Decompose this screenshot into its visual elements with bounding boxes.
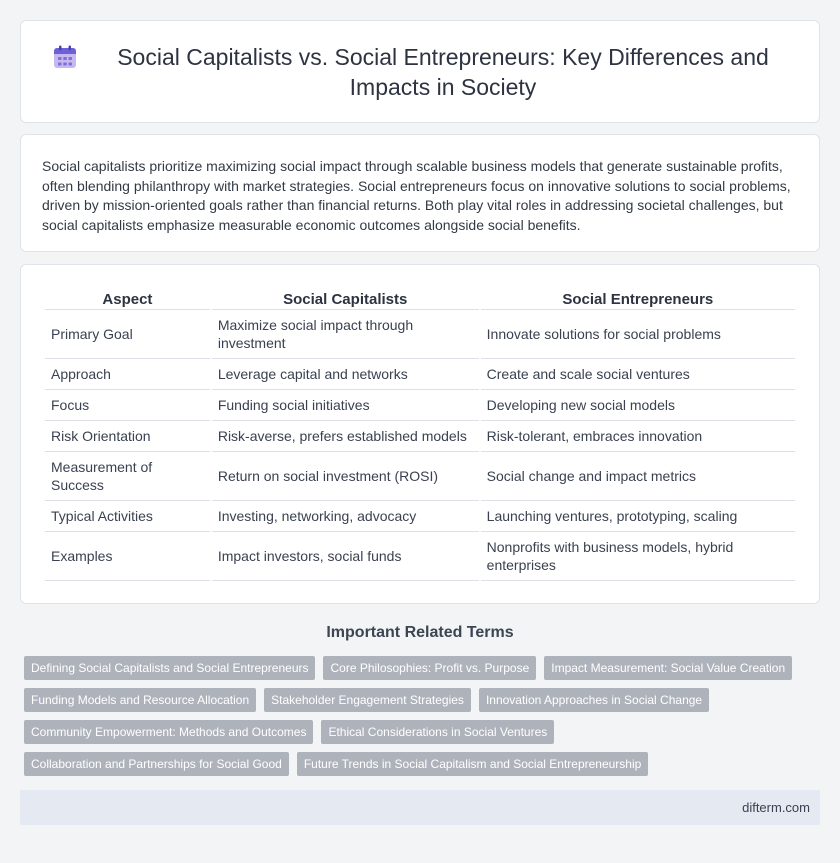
table-row	[45, 532, 795, 581]
table-row	[45, 452, 795, 501]
cell-entrepreneurs: Launching ventures, prototyping, scaling	[481, 501, 795, 532]
related-term-tag[interactable]: Future Trends in Social Capitalism and Social Entrepreneurship	[297, 752, 649, 776]
cell-entrepreneurs: Innovate solutions for social problems	[481, 310, 795, 359]
cell-aspect: Primary Goal	[45, 310, 210, 359]
cell-capitalists: Investing, networking, advocacy	[212, 501, 479, 532]
cell-aspect: Focus	[45, 390, 210, 421]
title-row	[52, 42, 788, 102]
footer	[20, 790, 820, 825]
header-social-entrepreneurs: Social Entrepreneurs	[481, 287, 795, 310]
cell-aspect: Examples	[45, 532, 210, 581]
related-term-tag[interactable]: Innovation Approaches in Social Change	[479, 688, 709, 712]
cell-aspect: Risk Orientation	[45, 421, 210, 452]
header-social-capitalists: Social Capitalists	[212, 287, 479, 310]
cell-capitalists: Risk-averse, prefers established models	[212, 421, 479, 452]
cell-capitalists: Impact investors, social funds	[212, 532, 479, 581]
cell-entrepreneurs: Create and scale social ventures	[481, 359, 795, 390]
header-aspect: Aspect	[45, 287, 210, 310]
related-term-tag[interactable]: Defining Social Capitalists and Social Entrepreneurs	[24, 656, 315, 680]
related-terms-list	[20, 656, 820, 784]
intro-card	[20, 134, 820, 252]
table-row	[45, 421, 795, 452]
intro-paragraph: Social capitalists prioritize maximizing social impact through scalable business models that generate sustainable profits, often blending philanthropy with market strategies. Social entrepreneurs focus on innovative solutions to social problems, driven by mission-oriented goals rather than financial returns. Both play vital roles in addressing societal challenges, but social capitalists emphasize measurable economic outcomes alongside social benefits.	[42, 158, 791, 233]
table-row	[45, 359, 795, 390]
cell-entrepreneurs: Nonprofits with business models, hybrid enterprises	[481, 532, 795, 581]
cell-capitalists: Maximize social impact through investment	[212, 310, 479, 359]
related-term-tag[interactable]: Funding Models and Resource Allocation	[24, 688, 256, 712]
table-row	[45, 390, 795, 421]
related-term-tag[interactable]: Community Empowerment: Methods and Outcomes	[24, 720, 313, 744]
table-row	[45, 310, 795, 359]
page-title: Social Capitalists vs. Social Entrepreneurs: Key Differences and Impacts in Society	[117, 43, 769, 100]
related-term-tag[interactable]: Impact Measurement: Social Value Creation	[544, 656, 792, 680]
related-terms-title: Important Related Terms	[326, 624, 514, 641]
cell-capitalists: Return on social investment (ROSI)	[212, 452, 479, 501]
related-term-tag[interactable]: Ethical Considerations in Social Ventures	[321, 720, 554, 744]
table-header-row	[45, 287, 795, 310]
table-row	[45, 501, 795, 532]
footer-site-name: difterm.com	[742, 800, 810, 815]
related-term-tag[interactable]: Collaboration and Partnerships for Social Good	[24, 752, 289, 776]
cell-aspect: Typical Activities	[45, 501, 210, 532]
related-term-tag[interactable]: Stakeholder Engagement Strategies	[264, 688, 471, 712]
cell-aspect: Measurement of Success	[45, 452, 210, 501]
cell-capitalists: Leverage capital and networks	[212, 359, 479, 390]
related-term-tag[interactable]: Core Philosophies: Profit vs. Purpose	[323, 656, 536, 680]
cell-aspect: Approach	[45, 359, 210, 390]
cell-entrepreneurs: Developing new social models	[481, 390, 795, 421]
comparison-table	[43, 287, 797, 581]
title-card	[20, 20, 820, 123]
cell-entrepreneurs: Risk-tolerant, embraces innovation	[481, 421, 795, 452]
cell-entrepreneurs: Social change and impact metrics	[481, 452, 795, 501]
cell-capitalists: Funding social initiatives	[212, 390, 479, 421]
comparison-card	[20, 264, 820, 604]
calendar-icon	[52, 44, 78, 70]
